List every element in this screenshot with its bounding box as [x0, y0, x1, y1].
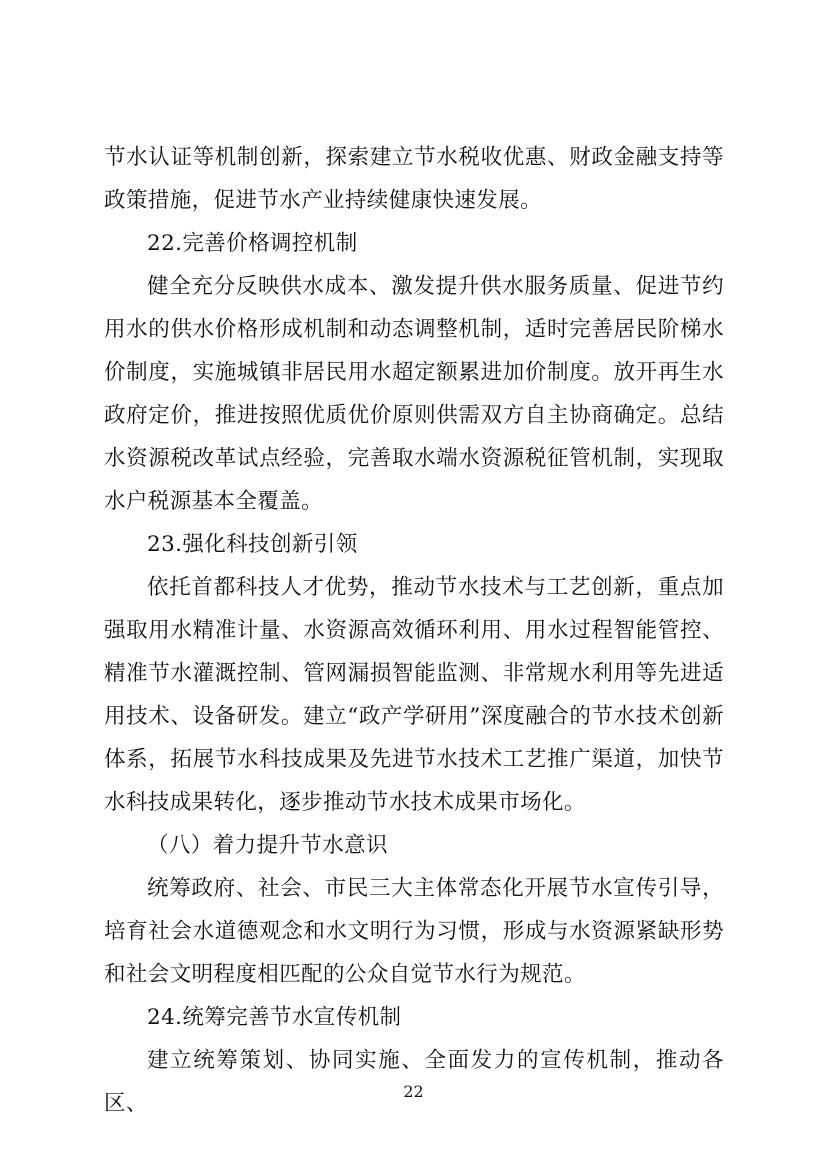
- page-number: 22: [403, 1082, 424, 1101]
- paragraph-eight-body: 统筹政府、社会、市民三大主体常态化开展节水宣传引导，培育社会水道德观念和水文明行为习惯，形成与水资源紧缺形势和社会文明程度相匹配的公众自觉节水行为规范。: [104, 876, 724, 987]
- section-heading-22: 22.完善价格调控机制: [147, 231, 358, 256]
- page-content: [104, 136, 724, 1125]
- paragraph-22-body: 健全充分反映供水成本、激发提升供水服务质量、促进节约用水的供水价格形成机制和动态调整机制，适时完善居民阶梯水价制度，实施城镇非居民用水超定额累进加价制度。放开再生水政府定价，推进按照优质优价原则供需双方自主协商确定。总结水资源税改革试点经验，完善取水端水资源税征管机制，实现取水户税源基本全覆盖。: [104, 274, 724, 514]
- section-heading-24: 24.统筹完善节水宣传机制: [147, 1005, 402, 1030]
- paragraph-24-body: 建立统筹策划、协同实施、全面发力的宣传机制，推动各区、: [104, 1048, 724, 1116]
- section-heading-eight: （八）着力提升节水意识: [147, 833, 388, 858]
- paragraph-continued: 节水认证等机制创新，探索建立节水税收优惠、财政金融支持等政策措施，促进节水产业持续健康快速发展。: [104, 145, 724, 213]
- section-heading-23: 23.强化科技创新引领: [147, 532, 358, 557]
- paragraph-23-body: 依托首都科技人才优势，推动节水技术与工艺创新，重点加强取用水精准计量、水资源高效循环利用、用水过程智能管控、精准节水灌溉控制、管网漏损智能监测、非常规水利用等先进适用技术、设备研发。建立“政产学研用”深度融合的节水技术创新体系，拓展节水科技成果及先进节水技术工艺推广渠道，加快节水科技成果转化，逐步推动节水技术成果市场化。: [104, 575, 724, 815]
